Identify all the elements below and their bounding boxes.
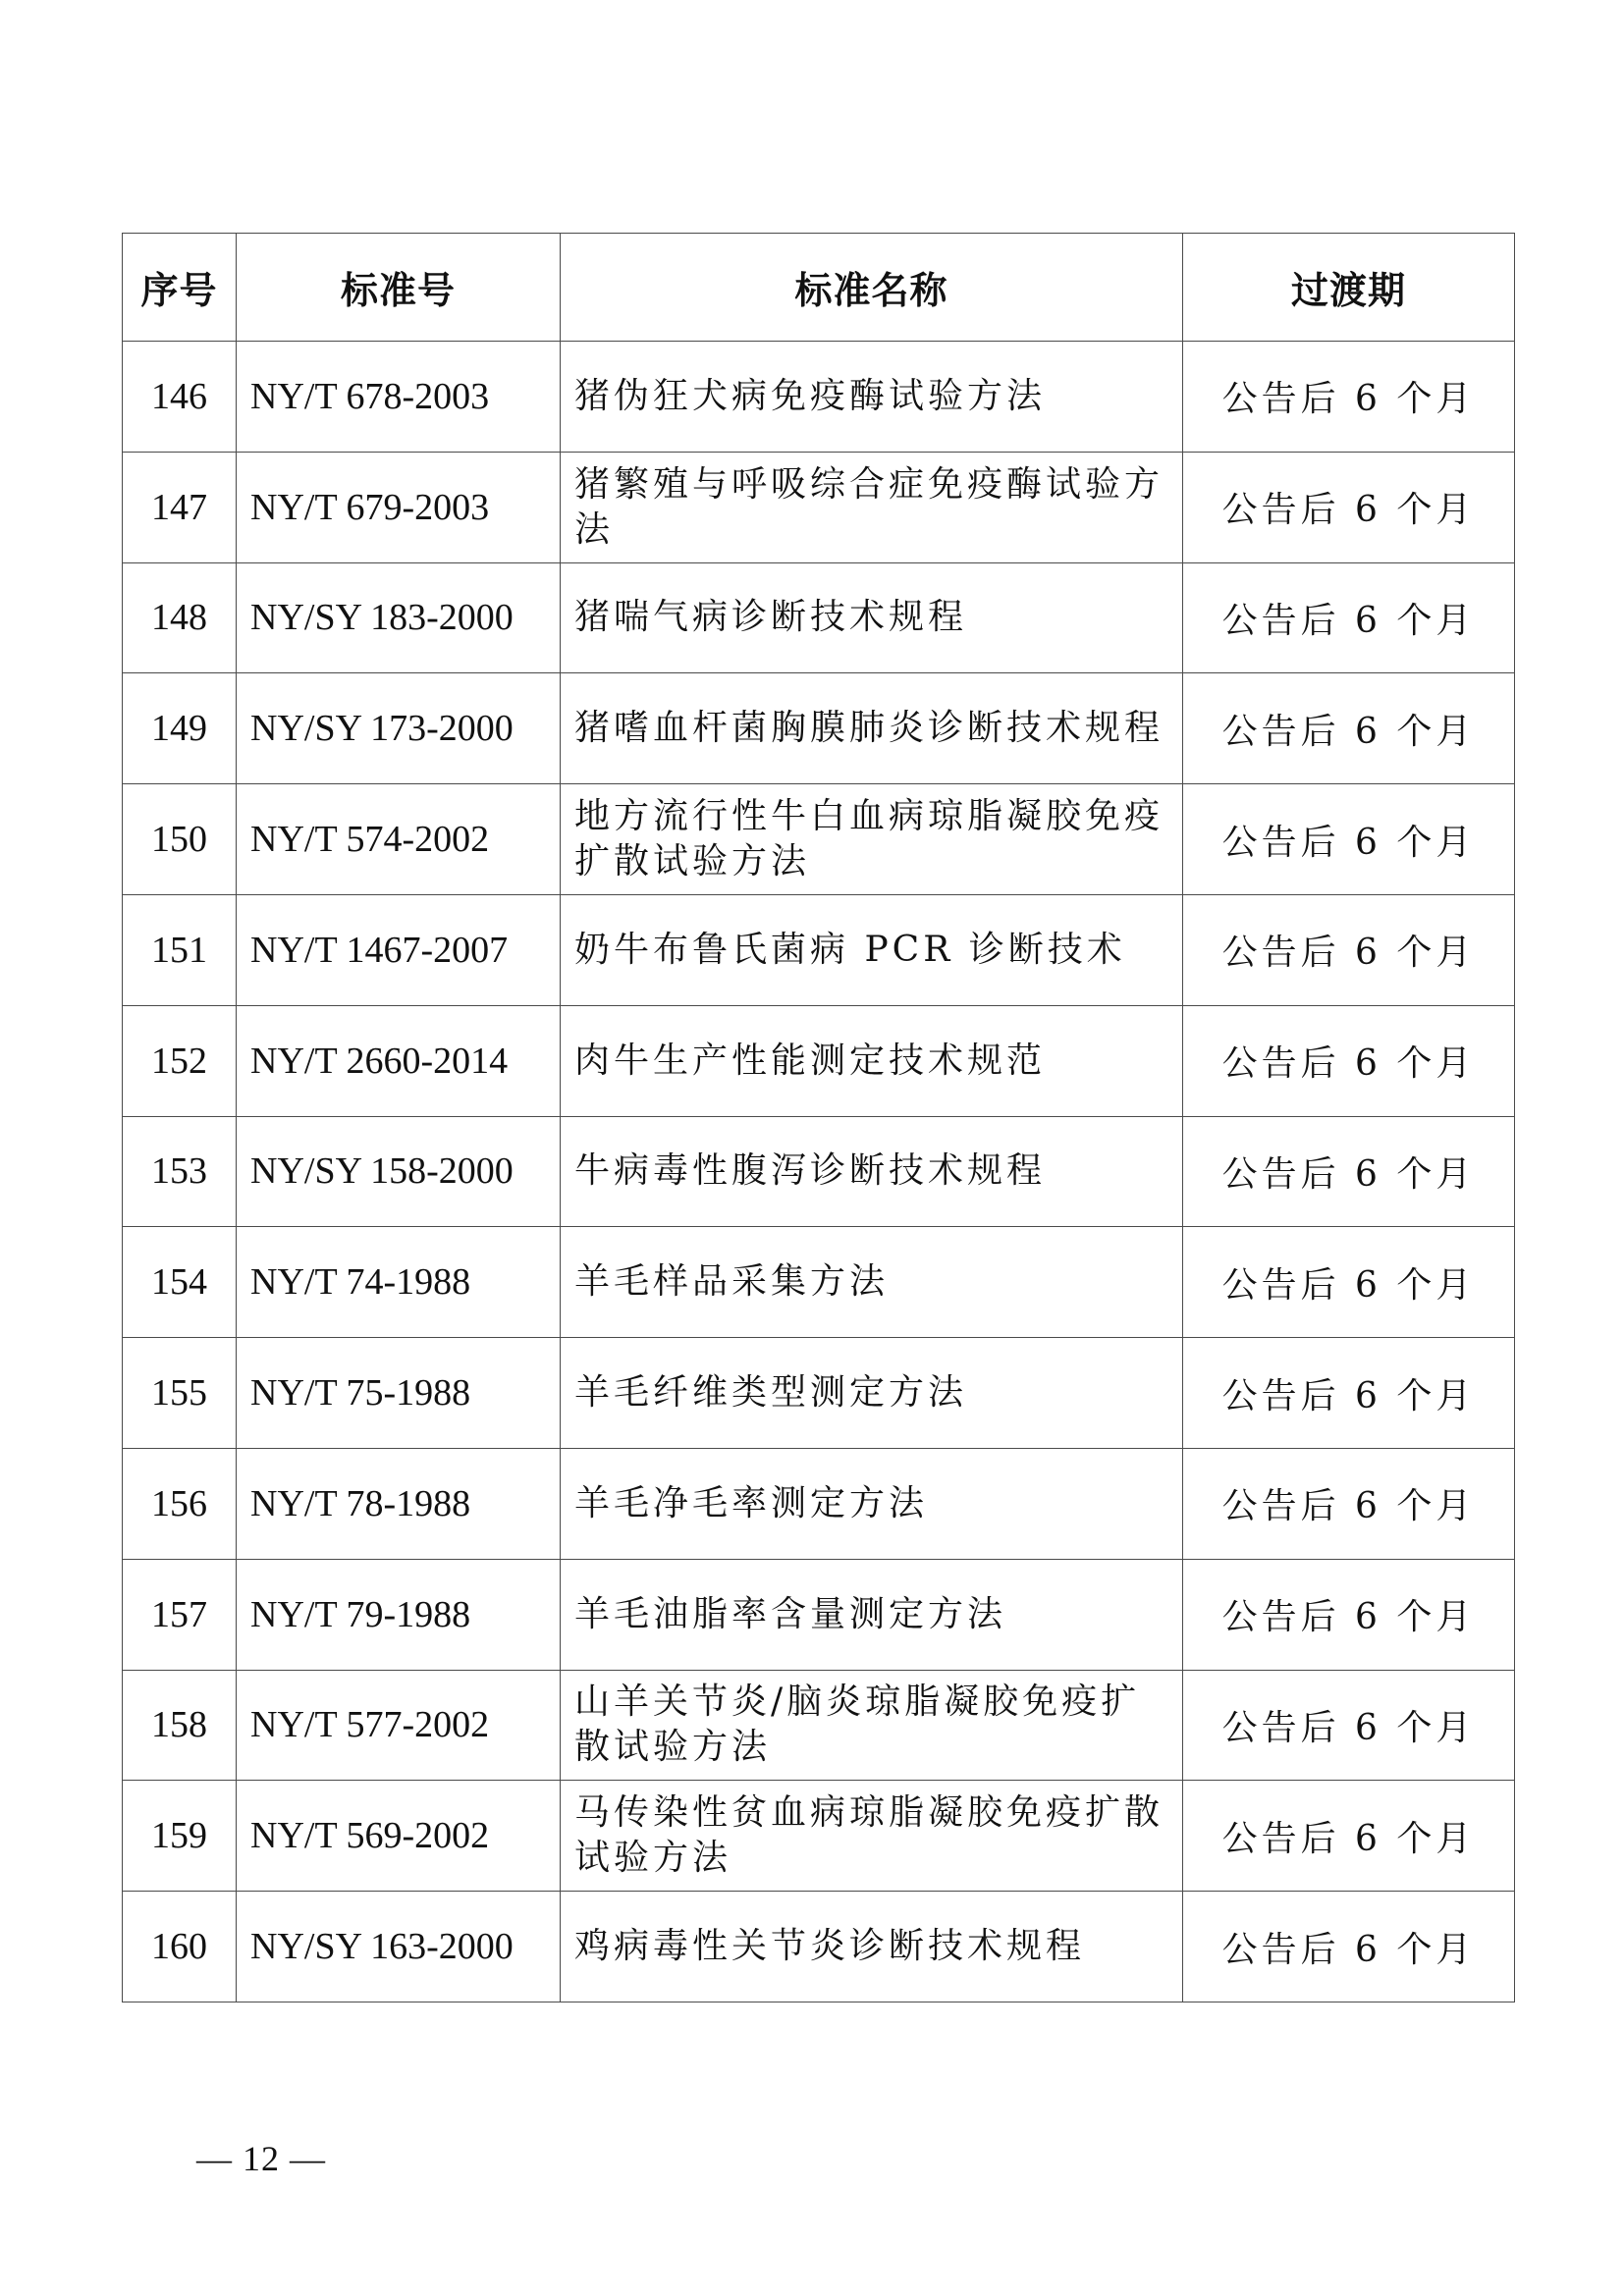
table-row [123,784,1515,895]
cell-name: 马传染性贫血病琼脂凝胶免疫扩散试验方法 [561,1781,1183,1892]
cell-period: 公告后 6 个月 [1183,1670,1515,1781]
cell-seq: 160 [123,1892,237,2002]
cell-period: 公告后 6 个月 [1183,894,1515,1005]
cell-code: NY/T 75-1988 [237,1338,561,1449]
table-row [123,894,1515,1005]
table-row [123,1781,1515,1892]
cell-name: 猪伪狂犬病免疫酶试验方法 [561,342,1183,453]
cell-period: 公告后 6 个月 [1183,673,1515,784]
cell-code: NY/T 74-1988 [237,1227,561,1338]
cell-code: NY/T 679-2003 [237,452,561,562]
table-row [123,673,1515,784]
cell-seq: 149 [123,673,237,784]
table-row [123,1227,1515,1338]
cell-period: 公告后 6 个月 [1183,1338,1515,1449]
cell-code: NY/T 1467-2007 [237,894,561,1005]
cell-period: 公告后 6 个月 [1183,1448,1515,1559]
cell-code: NY/T 569-2002 [237,1781,561,1892]
cell-code: NY/SY 163-2000 [237,1892,561,2002]
cell-name: 猪喘气病诊断技术规程 [561,562,1183,673]
table-row [123,1448,1515,1559]
cell-code: NY/T 678-2003 [237,342,561,453]
table-row [123,1338,1515,1449]
cell-seq: 159 [123,1781,237,1892]
cell-seq: 152 [123,1005,237,1116]
cell-seq: 155 [123,1338,237,1449]
table-header-row [123,234,1515,342]
cell-name: 牛病毒性腹泻诊断技术规程 [561,1116,1183,1227]
cell-code: NY/T 78-1988 [237,1448,561,1559]
cell-name: 猪繁殖与呼吸综合症免疫酶试验方法 [561,452,1183,562]
cell-code: NY/SY 158-2000 [237,1116,561,1227]
cell-seq: 151 [123,894,237,1005]
cell-code: NY/SY 183-2000 [237,562,561,673]
cell-seq: 147 [123,452,237,562]
cell-name: 鸡病毒性关节炎诊断技术规程 [561,1892,1183,2002]
cell-seq: 158 [123,1670,237,1781]
header-name: 标准名称 [561,234,1183,342]
table-row [123,562,1515,673]
cell-name: 肉牛生产性能测定技术规范 [561,1005,1183,1116]
cell-period: 公告后 6 个月 [1183,1781,1515,1892]
cell-period: 公告后 6 个月 [1183,1116,1515,1227]
cell-name: 羊毛油脂率含量测定方法 [561,1559,1183,1670]
header-seq: 序号 [123,234,237,342]
table-row [123,342,1515,453]
cell-seq: 148 [123,562,237,673]
table-row [123,452,1515,562]
cell-seq: 146 [123,342,237,453]
cell-seq: 150 [123,784,237,895]
cell-code: NY/T 2660-2014 [237,1005,561,1116]
cell-period: 公告后 6 个月 [1183,1005,1515,1116]
cell-seq: 154 [123,1227,237,1338]
cell-period: 公告后 6 个月 [1183,1892,1515,2002]
cell-name: 猪嗜血杆菌胸膜肺炎诊断技术规程 [561,673,1183,784]
cell-code: NY/SY 173-2000 [237,673,561,784]
cell-seq: 156 [123,1448,237,1559]
cell-seq: 153 [123,1116,237,1227]
table-row [123,1670,1515,1781]
standards-table [122,233,1515,2002]
page-number: — 12 — [196,2139,326,2178]
table-row [123,1559,1515,1670]
table-body [123,342,1515,2002]
table-row [123,1892,1515,2002]
cell-period: 公告后 6 个月 [1183,1559,1515,1670]
header-code: 标准号 [237,234,561,342]
cell-seq: 157 [123,1559,237,1670]
cell-period: 公告后 6 个月 [1183,1227,1515,1338]
cell-name: 羊毛样品采集方法 [561,1227,1183,1338]
cell-name: 羊毛净毛率测定方法 [561,1448,1183,1559]
cell-period: 公告后 6 个月 [1183,784,1515,895]
cell-name: 山羊关节炎/脑炎琼脂凝胶免疫扩散试验方法 [561,1670,1183,1781]
cell-name: 羊毛纤维类型测定方法 [561,1338,1183,1449]
table-row [123,1116,1515,1227]
table-row [123,1005,1515,1116]
cell-code: NY/T 577-2002 [237,1670,561,1781]
cell-name: 奶牛布鲁氏菌病 PCR 诊断技术 [561,894,1183,1005]
cell-period: 公告后 6 个月 [1183,452,1515,562]
header-period: 过渡期 [1183,234,1515,342]
cell-period: 公告后 6 个月 [1183,562,1515,673]
cell-name: 地方流行性牛白血病琼脂凝胶免疫扩散试验方法 [561,784,1183,895]
cell-code: NY/T 79-1988 [237,1559,561,1670]
cell-code: NY/T 574-2002 [237,784,561,895]
cell-period: 公告后 6 个月 [1183,342,1515,453]
